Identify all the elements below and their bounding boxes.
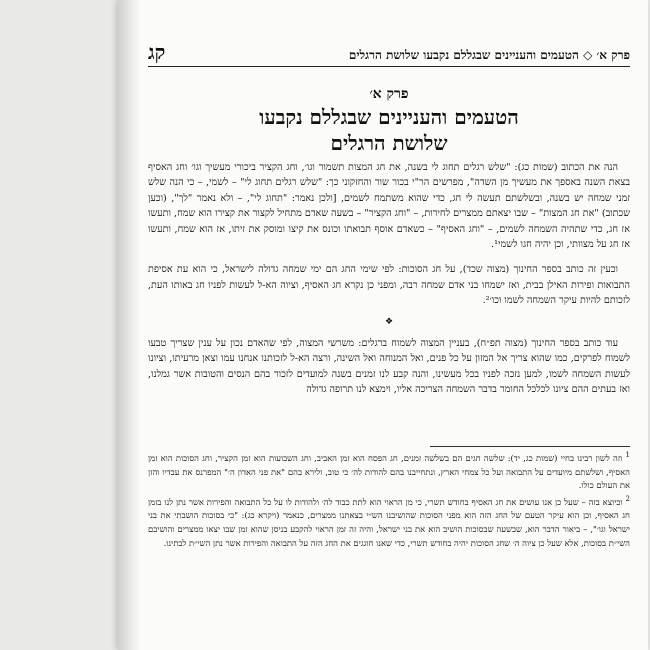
footnote-1: [148, 452, 630, 493]
body-text: [148, 160, 630, 408]
body-paragraph-2: וכעין זה כותב בספר החינוך (מצוה שכד), על חג הסוכות: לפי שימי החג הם ימי שמחה גדולה לישראל, כי הוא עת אסיפת התבואות ופירות האילן בבית, ואז ישמחו בני אדם שמחה רבה, ומפני כן נקרא חג האסיף, וציוה הא-ל לעשות לפניו חג באותו העת, לזכותם להיות עיקר השמחה לשמו וכו׳².: [148, 264, 630, 307]
page-number: קג: [148, 40, 166, 64]
footnote-separator: [430, 446, 630, 447]
footnote-text: וזה לשון רבינו בחיי (שמות כג, יד): שלשה חגים הם בשלשה זמנים, חג הפסח הוא זמן האביב, וחג השבועות הוא זמן הקציר, וחג הסוכות הוא זמן האסיף, ושלשתם מיועדים על התבואה ועל כל צמחי הארץ, ונתחייבנו בהם להודות לה׳ כי טוב, ולירא בהם "את פני האדון ה׳" המפרנס את עבדיו והזן את העולם כולו.: [148, 453, 630, 491]
chapter-title-line-2: שלושת הרגלים: [330, 131, 448, 155]
footnotes: [148, 452, 630, 553]
footnote-text: וכיוצא בזה – שעל כן אנו עושים את חג האסיף בחודש תשרי, כי מן הראוי הוא לתת כבוד לה׳ ולהודות לו על כל התבואה והפירות אשר נתן לנו בזמן חג האסיף, וכן הוא עיקר הטעם של החג הזה הוא מפני הסוכות שהושיבנו הש״י בצאתנו ממצרים, כנאמר (ויקרא כג): "כי בסוכות הושבתי את בני ישראל וגו׳", – ביאור הדבר הוא, שבשעה שבסוכות הושיב הוא את בני ישראל, והיה זה זמן הראוי להקבע בניסן שהוא זמן שבו יצאו ממצרים והושיבם השי״ת בסוכות, אלא שעל כן ציוה ה׳ שחג הסוכות יהיה בחודש תשרי, כדי שאנו חוגגים את החג הזה על התבואה והפירות אשר נתן השי״ת לבתינו.: [148, 496, 630, 548]
footnote-number: 2: [625, 494, 630, 503]
book-page: [118, 0, 648, 650]
footnote-2: [148, 496, 630, 550]
page-gutter: [118, 0, 140, 650]
running-header: [148, 36, 630, 67]
chapter-heading: [148, 86, 630, 155]
footnote-number: 1: [625, 451, 630, 460]
running-header-title: פרק א׳ ◇ הטעמים והעניינים שבגללם נקבעו שלושת הרגלים: [348, 48, 630, 62]
chapter-label: פרק א׳: [369, 86, 409, 102]
body-paragraph-1: הנה את הכתוב (שמות כג): "שלש רגלים תחוג לי בשנה, את חג המצות תשמור וגו׳, וחג הקציר ביכורי מעשיך וגו׳ וחג האסיף בצאת השנה באספך את מעשיך מן השדה", מפרשים הר"י בכור שור והחזקוני כך: "שלש רגלים תחוג לי" – לשמי, – כי הנה שלש זמני שמחה יש בשנה, ובשלשתם תעשה לי חג, כדי שהוא משתמח לשמים, [ולכן נאמר: "תחוג לי", – ולא נאמר "לך", (וכען שכתוב) "את חג המצות" – שבו יצאתם ממצרים לחירות, – "וחג הקציר" – בשעה שאדם מתחיל לקצור את קצירו הוא שמח, ותעשו אז חג, כדי שתהיה השמחה לשמים, – "וחג האסיף" – כשאדם אוסף תבואתו וכונס את קיצו ומוסק את זיתו, אז הוא שמח, ותעשו אז חג על מצוותי, וכן יהיה חגו לשמי¹.: [148, 162, 630, 251]
chapter-title-line-1: הטעמים והעניינים שבגללם נקבעו: [259, 105, 519, 129]
section-divider-ornament: ❖: [384, 316, 394, 327]
body-paragraph-3: עוד כותב בספר החינוך (מצוה תפ״ח), בעניין המצוה לשמוח ברגלים: משרשי המצוה, לפי שהאדם נכון על ענין שצריך טבעו לשמוח לפרקים, כמו שהוא צריך אל המזון על כל פנים, ואל המנוחה ואל השינה, ורצה הא-ל לזכותנו אנחנו עמו וצאן מרעיתו, וציונו לעשות השמחה לשמו, למען נזכה לפניו בכל מעשינו, והנה קבע לנו זמנים בשנה למועדים לזכור בהם הנסים והטובות אשר גמלנו, ואז בעתים ההם ציונו לכלכל החומר בדבר השמחה הצריכה אליו, וימצא לנו תרופה גדולה: [148, 338, 630, 396]
